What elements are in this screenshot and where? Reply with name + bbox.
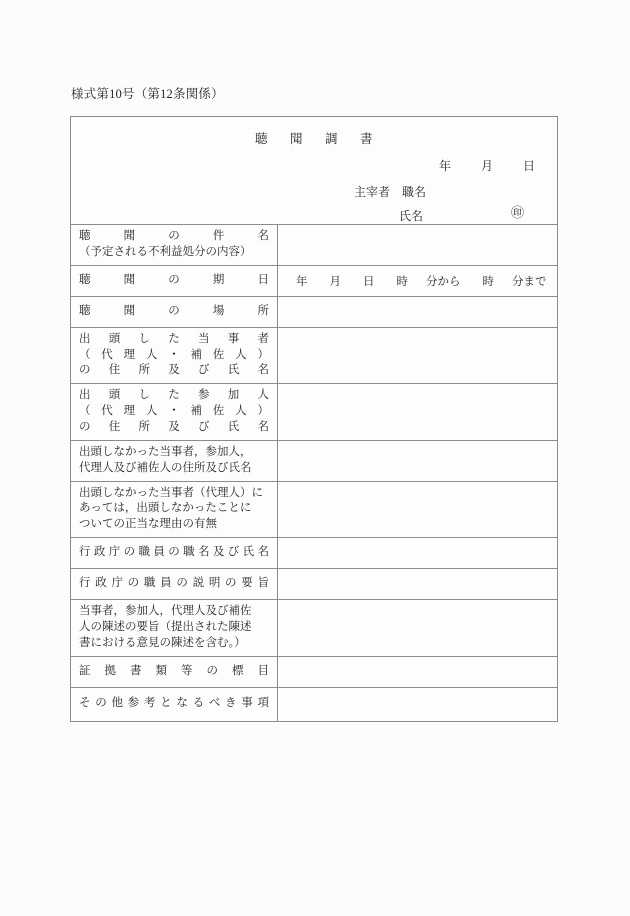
row-label-subject <box>71 225 278 266</box>
presider-name-line <box>399 207 423 224</box>
label-line: 行政庁の職員の職名及び氏名 <box>79 546 269 559</box>
row-label-absent-parties <box>71 440 278 481</box>
table-row <box>71 687 558 721</box>
table-row <box>71 600 558 657</box>
row-value-other-matters[interactable] <box>278 687 558 721</box>
label-line: 当事者，参加人，代理人及び補佐 <box>79 605 252 618</box>
date-value-line <box>278 273 557 289</box>
form-number: 様式第10号（第12条関係） <box>71 87 224 101</box>
row-label-evidence-list <box>71 656 278 687</box>
row-value-agency-explanation[interactable] <box>278 569 558 600</box>
table-row <box>71 538 558 569</box>
label-line: その他参考となるべき事項 <box>79 697 269 710</box>
row-label-attending-intervenor <box>71 384 278 441</box>
table-body <box>71 117 558 722</box>
row-value-place[interactable] <box>278 296 558 327</box>
row-label-agency-explanation <box>71 569 278 600</box>
label-line: 出頭しなかった当事者，参加人， <box>79 445 252 458</box>
name-label: 氏名 <box>399 209 424 223</box>
row-label-absence-reason <box>71 481 278 538</box>
row-label-date <box>71 265 278 296</box>
table-row <box>71 265 558 296</box>
value-hour-from: 時 <box>396 275 408 288</box>
value-month: 月 <box>329 275 341 288</box>
label-line: 出頭した参加人 <box>79 389 269 402</box>
row-value-date[interactable] <box>278 265 558 296</box>
hearing-record-table <box>70 116 558 722</box>
row-label-agency-staff-name <box>71 538 278 569</box>
month-label: 月 <box>480 159 493 173</box>
value-year: 年 <box>296 275 308 288</box>
label-line: 人の陳述の要旨（提出された陳述 <box>79 621 252 634</box>
header-row <box>71 117 558 225</box>
row-value-evidence-list[interactable] <box>278 656 558 687</box>
title-char-2: 聞 <box>289 132 303 146</box>
label-line: （予定される不利益処分の内容） <box>79 245 252 258</box>
row-label-place <box>71 296 278 327</box>
title-char-4: 書 <box>360 132 374 146</box>
value-minute-to: 分まで <box>512 275 547 288</box>
title-char-3: 調 <box>325 132 339 146</box>
table-row <box>71 327 558 384</box>
label-line: （代理人・補佐人） <box>79 405 269 418</box>
label-line: 聴聞の件名 <box>79 230 269 242</box>
row-label-statements-summary <box>71 600 278 657</box>
label-line: あっては，出頭しなかったことに <box>79 502 252 515</box>
table-row <box>71 656 558 687</box>
label-line: 出頭した当事者 <box>79 332 269 345</box>
value-day: 日 <box>363 275 375 288</box>
title-char-1: 聴 <box>254 132 268 146</box>
table-row <box>71 296 558 327</box>
table-row <box>71 225 558 266</box>
row-value-agency-staff-name[interactable] <box>278 538 558 569</box>
label-line: の住所及び氏名 <box>79 364 269 377</box>
table-row <box>71 384 558 441</box>
row-value-attending-party[interactable] <box>278 327 558 384</box>
label-line: 出頭しなかった当事者（代理人）に <box>79 486 263 499</box>
row-value-absence-reason[interactable] <box>278 481 558 538</box>
presider-line <box>354 183 426 200</box>
date-line <box>439 157 535 174</box>
row-label-attending-party <box>71 327 278 384</box>
presider-label: 主宰者 <box>354 185 391 199</box>
value-minute-from: 分から <box>426 275 461 288</box>
label-line: 証拠書類等の標目 <box>79 664 269 677</box>
label-line: 聴聞の期日 <box>79 273 269 286</box>
title-signature-cell <box>71 117 558 225</box>
label-line: 代理人及び補佐人の住所及び氏名 <box>79 461 252 474</box>
value-hour-to: 時 <box>482 275 494 288</box>
row-label-other-matters <box>71 687 278 721</box>
post-label: 職名 <box>402 185 427 199</box>
label-line: 書における意見の陳述を含む。） <box>79 636 246 649</box>
label-line: ついての正当な理由の有無 <box>79 518 217 531</box>
table-row <box>71 569 558 600</box>
row-value-statements-summary[interactable] <box>278 600 558 657</box>
label-line: 行政庁の職員の説明の要旨 <box>79 577 269 590</box>
label-line: の住所及び氏名 <box>79 421 269 434</box>
row-value-absent-parties[interactable] <box>278 440 558 481</box>
row-value-subject[interactable] <box>278 225 558 266</box>
day-label: 日 <box>522 159 535 173</box>
row-value-attending-intervenor[interactable] <box>278 384 558 441</box>
table-row <box>71 481 558 538</box>
year-label: 年 <box>438 159 451 173</box>
label-line: （代理人・補佐人） <box>79 348 269 361</box>
label-line: 聴聞の場所 <box>79 304 269 317</box>
table-row <box>71 440 558 481</box>
document-title <box>71 129 557 147</box>
seal-icon: ㊞ <box>511 205 525 220</box>
